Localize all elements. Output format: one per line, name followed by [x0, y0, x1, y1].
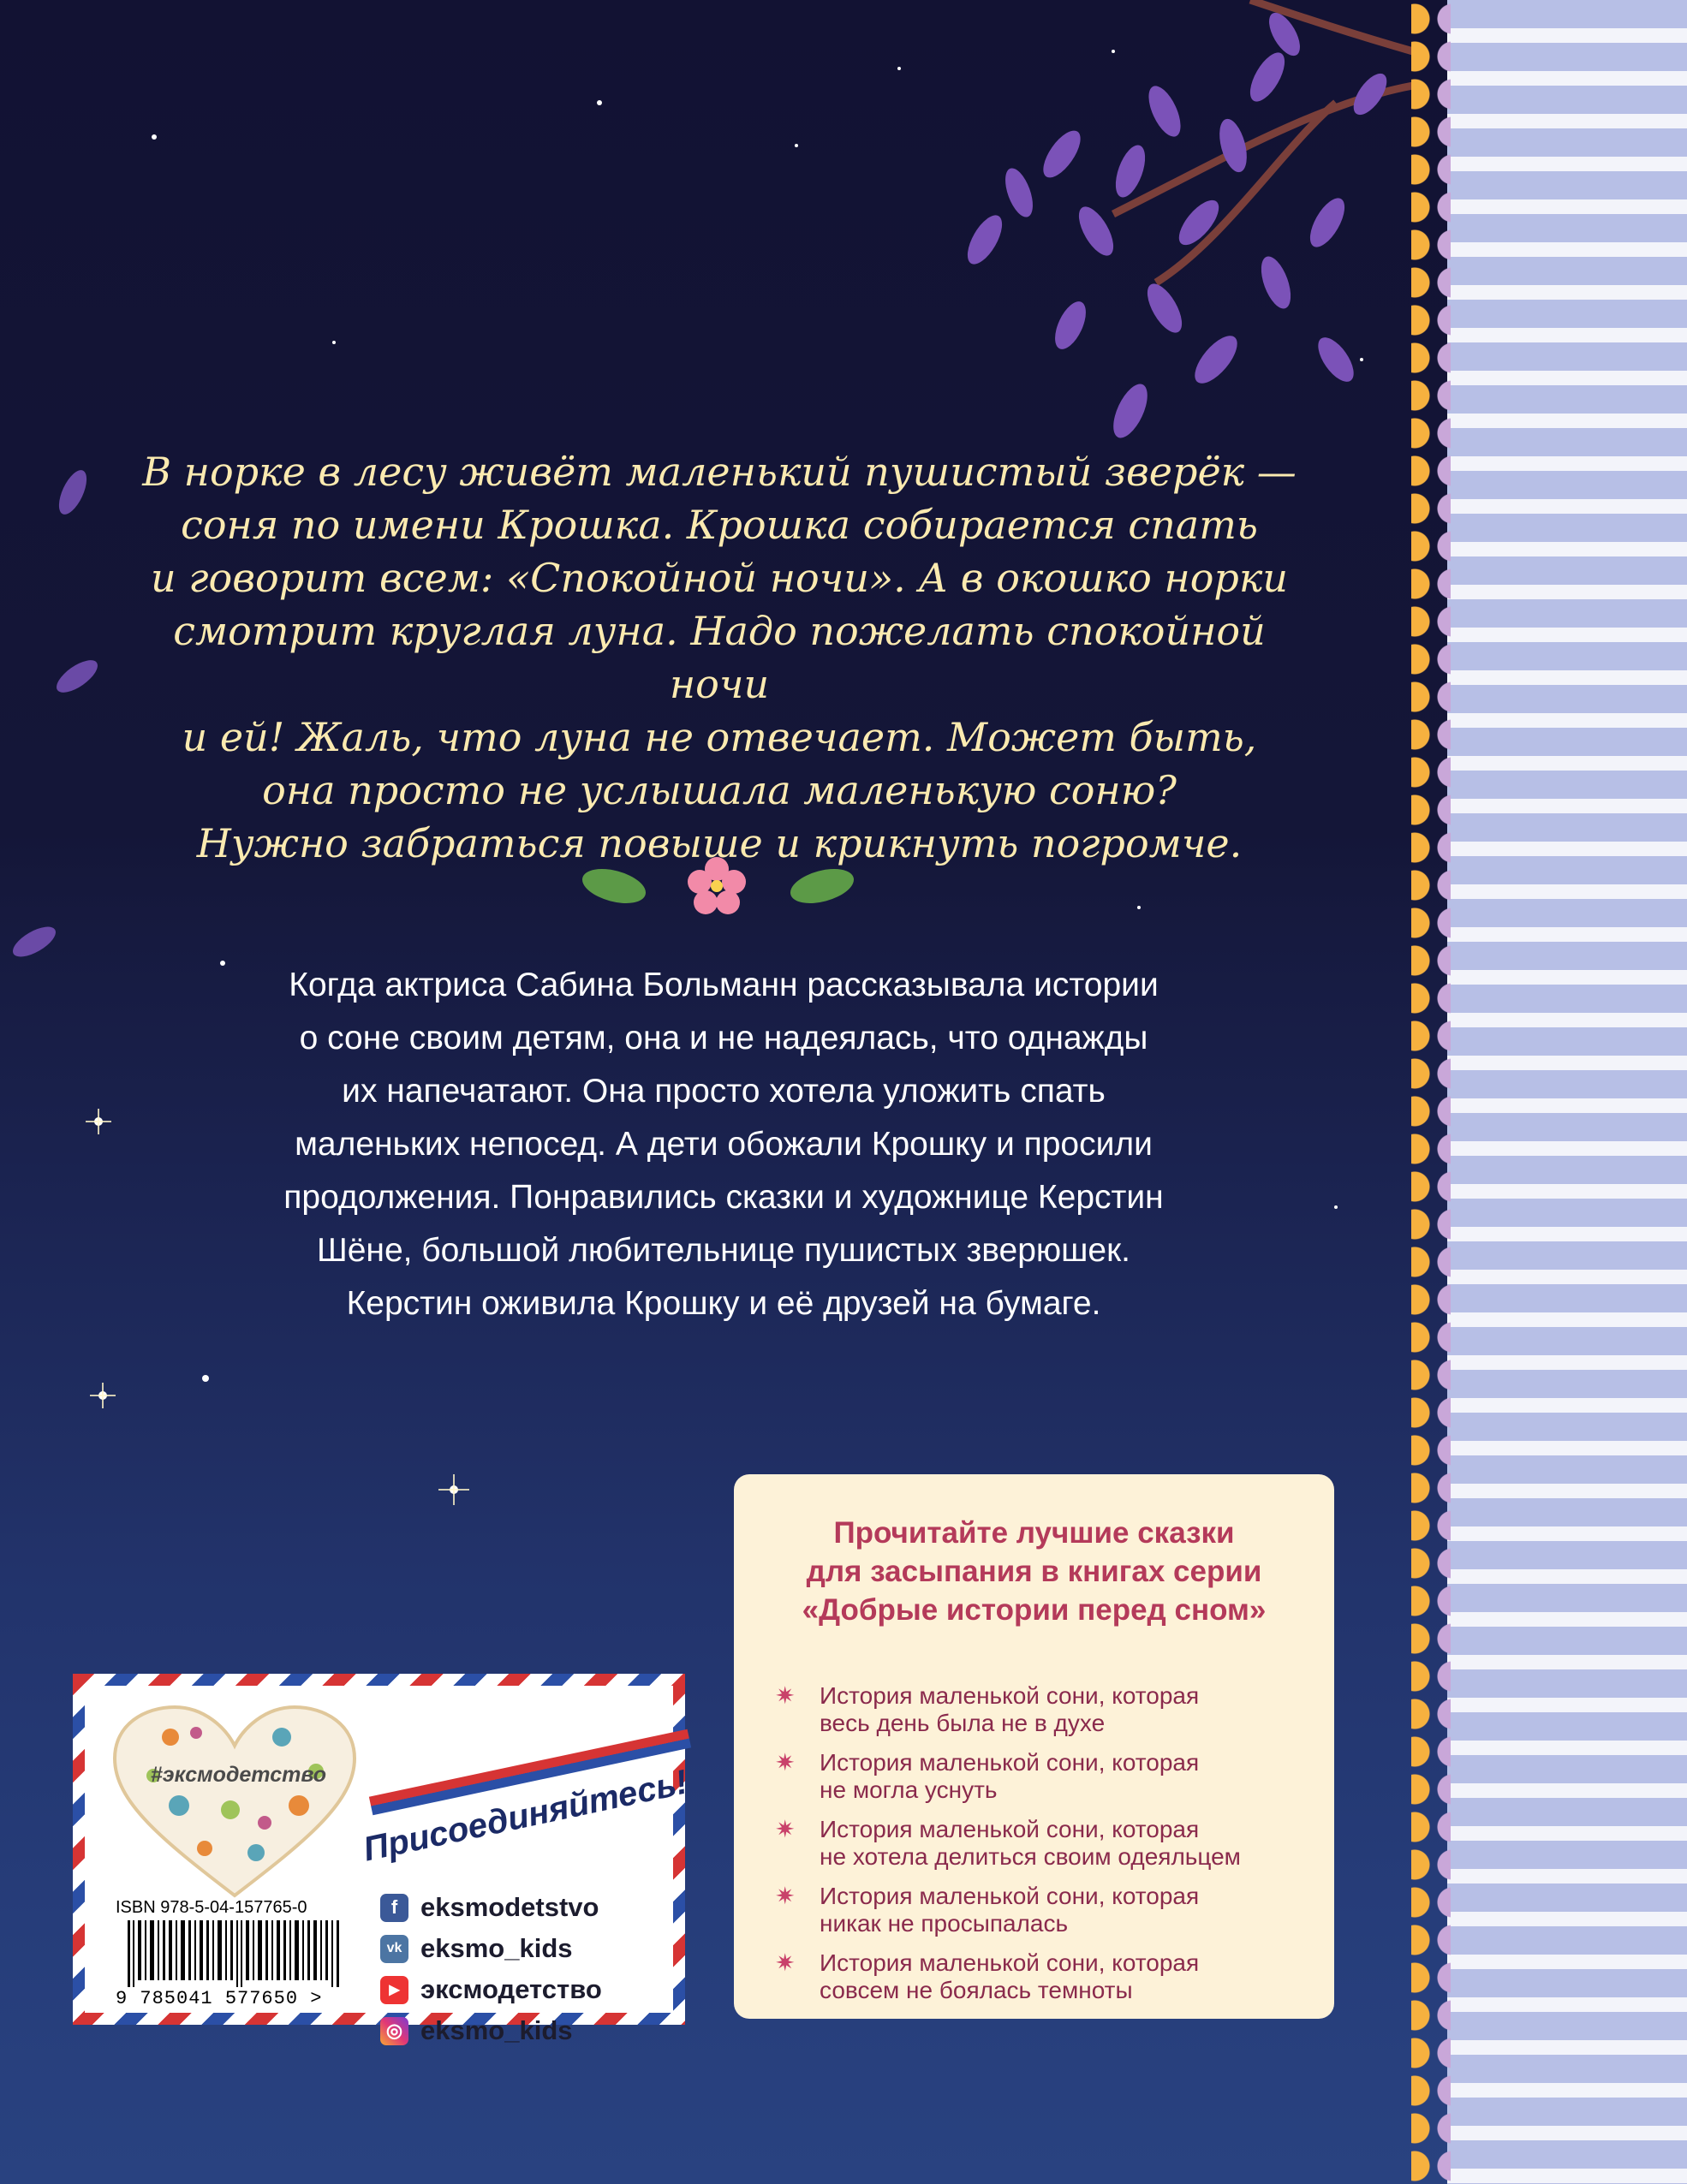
promo-title-line: Прочитайте лучшие сказки: [833, 1516, 1235, 1550]
barcode-block: [116, 1898, 362, 2009]
book-title-line: История маленькой сони, которая: [820, 1949, 1200, 1976]
star-bullet-icon: ✷: [775, 1816, 796, 1842]
about-authors: [188, 959, 1259, 1330]
story-line: В норке в лесу живёт маленький пушистый зверёк —: [142, 449, 1297, 495]
book-title-line: История маленькой сони, которая: [820, 1816, 1200, 1842]
book-title-line: не могла уснуть: [820, 1776, 998, 1803]
book-title-line: совсем не боялась темноты: [820, 1977, 1133, 2003]
social-handle: eksmo_kids: [420, 2015, 573, 2045]
falling-leaves: [9, 467, 103, 963]
book-title-line: История маленькой сони, которая: [820, 1682, 1200, 1709]
star-bullet-icon: ✷: [775, 1883, 796, 1909]
story-line: Нужно забраться повыше и крикнуть погромче.: [196, 820, 1243, 866]
social-link-youtube[interactable]: [380, 1969, 602, 2010]
scalloped-border: [1411, 0, 1451, 2184]
facebook-icon: f: [380, 1894, 408, 1922]
about-line: их напечатают. Она просто хотела уложить спать: [342, 1073, 1106, 1110]
story-line: и ей! Жаль, что луна не отвечает. Может быть,: [182, 714, 1257, 760]
about-line: продолжения. Понравились сказки и художнице Керстин: [283, 1179, 1164, 1216]
instagram-icon: ◎: [380, 2017, 408, 2045]
story-blurb: [120, 445, 1319, 870]
social-handle: eksmodetstvo: [420, 1892, 599, 1922]
social-links: [380, 1887, 602, 2051]
book-list-item: [775, 1682, 1306, 1737]
ean-digits: 9 785041 577650 >: [116, 1988, 323, 2009]
series-promo-box: [741, 1481, 1327, 2012]
book-list-item: [775, 1816, 1306, 1871]
vk-icon: vk: [380, 1935, 408, 1963]
promo-title: [741, 1514, 1327, 1629]
book-list-item: [775, 1883, 1306, 1937]
book-list: [775, 1682, 1306, 2016]
about-line: Когда актриса Сабина Больманн рассказывала истории: [289, 967, 1159, 1003]
striped-spine: [1447, 0, 1687, 2184]
star-bullet-icon: ✷: [775, 1749, 796, 1776]
book-title-line: весь день была не в духе: [820, 1710, 1106, 1736]
story-line: смотрит круглая луна. Надо пожелать спокойной ночи: [173, 608, 1266, 707]
story-line: она просто не услышала маленькую соню?: [262, 767, 1177, 813]
join-headline: Присоединяйтесь!: [360, 1763, 691, 1869]
story-line: и говорит всем: «Спокойной ночи». А в окошко норки: [151, 555, 1288, 601]
barcode-icon: [128, 1920, 350, 1987]
about-line: о соне своим детям, она и не надеялась, что однажды: [299, 1020, 1148, 1056]
book-title-line: не хотела делиться своим одеяльцем: [820, 1843, 1241, 1870]
star-bullet-icon: ✷: [775, 1949, 796, 1976]
about-line: Шёне, большой любительнице пушистых зверюшек.: [316, 1232, 1131, 1269]
book-title-line: никак не просыпалась: [820, 1910, 1069, 1937]
tree-branch: [961, 0, 1413, 443]
story-line: соня по имени Крошка. Крошка собирается спать: [181, 502, 1258, 548]
hashtag-label: #эксмодетство: [150, 1763, 327, 1787]
isbn-number: ISBN 978-5-04-157765-0: [116, 1898, 307, 1917]
social-link-vk[interactable]: [380, 1928, 602, 1969]
promo-title-line: для засыпания в книгах серии: [806, 1555, 1262, 1588]
social-handle: эксмодетство: [420, 1974, 602, 2004]
social-envelope: [73, 1674, 691, 2045]
book-title-line: История маленькой сони, которая: [820, 1749, 1200, 1776]
book-list-item: [775, 1949, 1306, 2004]
about-line: маленьких непосед. А дети обожали Крошку и просили: [295, 1126, 1153, 1163]
promo-title-line: «Добрые истории перед сном»: [802, 1593, 1267, 1627]
about-line: Керстин оживила Крошку и её друзей на бумаге.: [346, 1285, 1101, 1322]
star-bullet-icon: ✷: [775, 1682, 796, 1709]
social-link-facebook[interactable]: [380, 1887, 602, 1928]
social-handle: eksmo_kids: [420, 1933, 573, 1963]
heart-icon: [110, 1703, 359, 1900]
envelope-body: [85, 1686, 691, 2045]
youtube-icon: ▶: [380, 1976, 408, 2004]
social-link-instagram[interactable]: [380, 2010, 602, 2051]
book-list-item: [775, 1749, 1306, 1804]
book-title-line: История маленькой сони, которая: [820, 1883, 1200, 1909]
